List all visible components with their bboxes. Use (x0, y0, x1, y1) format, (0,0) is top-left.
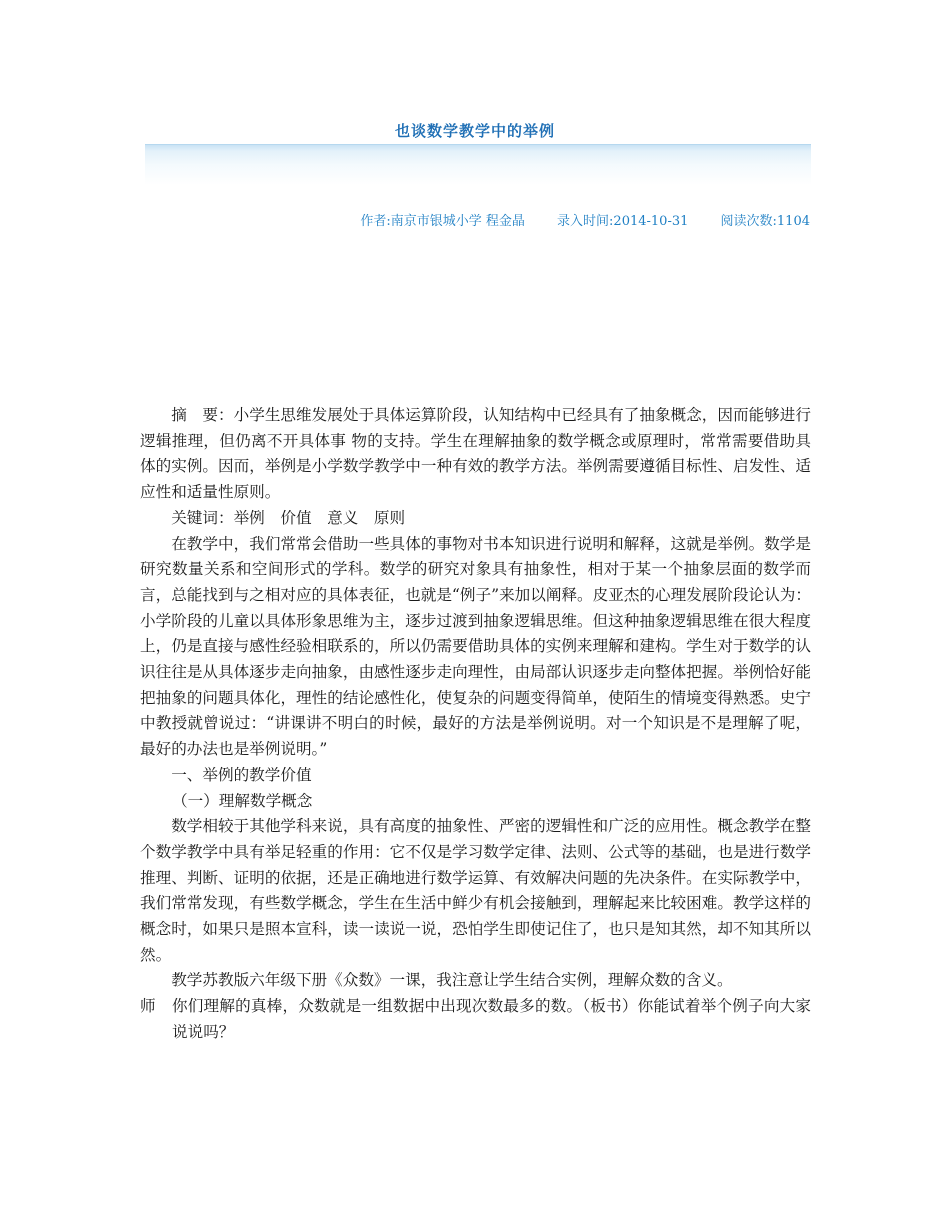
body-paragraph: 数学相较于其他学科来说，具有高度的抽象性、严密的逻辑性和广泛的应用性。概念教学在整个数学教学中具有举足轻重的作用：它不仅是学习数学定律、法则、公式等的基础，也是进行数学推理、判断、证明的依据，还是正确地进行数学运算、有效解决问题的先决条件。在实际教学中，我们常常发现，有些数学概念，学生在生活中鲜少有机会接触到，理解起来比较困难。教学这样的概念时，如果只是照本宣科，读一读说一说，恐怕学生即使记住了，也只是知其然，却不知其所以然。 (140, 817, 811, 964)
article-title: 也谈数学教学中的举例 (394, 122, 555, 140)
dialog-text: 你们理解的真棒，众数就是一组数据中出现次数最多的数。（板书）你能试着举个例子向大家说说吗？ (172, 997, 811, 1041)
author-info: 作者:南京市银城小学 程金晶 (360, 214, 525, 229)
entry-date: 录入时间:2014-10-31 (557, 214, 689, 229)
view-count: 阅读次数:1104 (720, 214, 810, 229)
title-decoration-bar (145, 144, 811, 185)
article-meta (360, 210, 810, 229)
dialog-speaker: 师 (140, 997, 156, 1016)
article-body (140, 403, 811, 1046)
keywords-line: 关键词：举例 价值 意义 原则 (171, 508, 406, 527)
intro-paragraph: 在教学中，我们常常会借助一些具体的事物对书本知识进行说明和解释，这就是举例。数学是研究数量关系和空间形式的学科。数学的研究对象具有抽象性，相对于某一个抽象层面的数学而言，总能找到与之相对应的具体表征，也就是“例子”来加以阐释。皮亚杰的心理发展阶段论认为：小学阶段的儿童以具体形象思维为主，逐步过渡到抽象逻辑思维。但这种抽象逻辑思维在很大程度上，仍是直接与感性经验相联系的，所以仍需要借助具体的实例来理解和建构。学生对于数学的认识往往是从具体逐步走向抽象，由感性逐步走向理性，由局部认识逐步走向整体把握。举例恰好能把抽象的问题具体化，理性的结论感性化，使复杂的问题变得简单，使陌生的情境变得熟悉。史宁中教授就曾说过：“讲课讲不明白的时候，最好的方法是举例说明。对一个知识是不是理解了呢，最好的办法也是举例说明。” (140, 534, 811, 759)
section-heading: 一、举例的教学价值 (171, 765, 312, 784)
abstract-paragraph: 摘 要：小学生思维发展处于具体运算阶段，认知结构中已经具有了抽象概念，因而能够进行逻辑推理，但仍离不开具体事 物的支持。学生在理解抽象的数学概念或原理时，常常需要借助具体的实例。因而，举例是小学数学教学中一种有效的教学方法。举例需要遵循目标性、启发性、适应性和适量性原则。 (140, 406, 811, 502)
body-paragraph: 教学苏教版六年级下册《众数》一课，我注意让学生结合实例，理解众数的含义。 (171, 971, 733, 990)
subsection-heading: （一）理解数学概念 (172, 791, 313, 810)
dialog-line (140, 994, 811, 1045)
